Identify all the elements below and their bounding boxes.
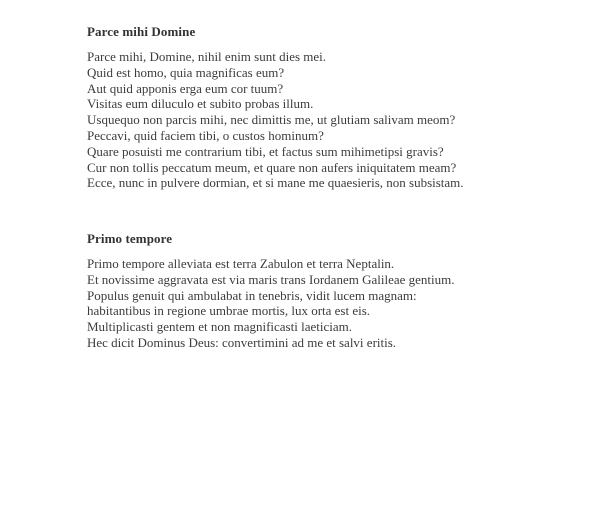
verse-line: Quare posuisti me contrarium tibi, et factus sum mihimetipsi gravis?	[87, 143, 444, 159]
section-title: Primo tempore	[87, 231, 173, 246]
verse-line: Multiplicasti gentem et non magnificasti laeticiam.	[87, 319, 352, 335]
verse-line: Cur non tollis peccatum meum, et quare non aufers iniquitatem meam?	[87, 159, 457, 175]
verse-line: Visitas eum diluculo et subito probas illum.	[87, 96, 314, 112]
section-title: Parce mihi Domine	[87, 24, 196, 39]
verse-lines	[87, 49, 587, 191]
section-parce-mihi-domine	[87, 23, 587, 191]
verse-line: Usquequo non parcis mihi, nec dimittis me, ut glutiam salivam meom?	[87, 112, 456, 128]
verse-line: Ecce, nunc in pulvere dormian, et si mane me quaesieris, non subsistam.	[87, 175, 464, 191]
verse-line: Parce mihi, Domine, nihil enim sunt dies mei.	[87, 49, 327, 64]
verse-line: Populus genuit qui ambulabat in tenebris, vidit lucem magnam:	[87, 287, 417, 303]
verse-line: Hec dicit Dominus Deus: convertimini ad me et salvi eritis.	[87, 334, 397, 350]
verse-line: Quid est homo, quia magnificas eum?	[87, 64, 285, 80]
verse-lines	[87, 256, 587, 351]
verse-line: Peccavi, quid faciem tibi, o custos hominum?	[87, 127, 324, 143]
verse-line: habitantibus in regione umbrae mortis, lux orta est eis.	[87, 303, 371, 319]
verse-line: Primo tempore alleviata est terra Zabulon et terra Neptalin.	[87, 256, 395, 271]
verse-line: Aut quid apponis erga eum cor tuum?	[87, 80, 284, 96]
section-primo-tempore	[87, 230, 587, 351]
verse-line: Et novissime aggravata est via maris trans Iordanem Galileae gentium.	[87, 271, 455, 287]
